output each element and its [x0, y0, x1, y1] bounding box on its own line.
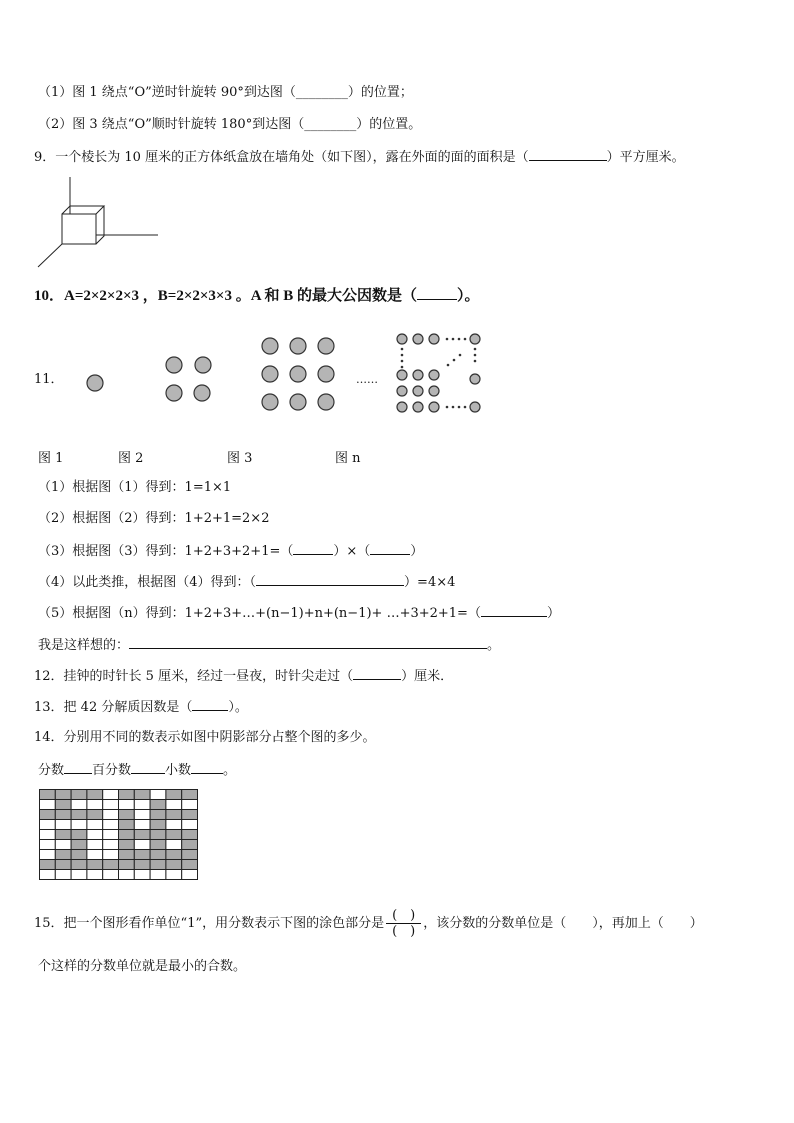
grid-cell	[134, 810, 150, 820]
grid-cell	[71, 820, 87, 830]
grid-cell	[182, 820, 198, 830]
fign-dot	[470, 374, 480, 384]
grid-cell	[87, 790, 103, 800]
grid-cell	[103, 830, 119, 840]
q14-answers: 分数 百分数 小数 。	[38, 763, 237, 778]
fign-dot	[397, 386, 407, 396]
fign-dot	[429, 370, 439, 380]
grid-cell	[87, 820, 103, 830]
fign-ellipsis-dot	[401, 360, 404, 363]
grid-cell	[103, 820, 119, 830]
q9-answer-blank[interactable]	[529, 148, 607, 161]
grid-cell	[87, 810, 103, 820]
grid-cell	[166, 840, 182, 850]
grid-cell	[166, 790, 182, 800]
fign-ellipsis-dot	[464, 338, 467, 341]
grid-cell	[55, 790, 71, 800]
grid-cell	[150, 860, 166, 870]
fign-dot	[429, 386, 439, 396]
grid-cell	[103, 870, 119, 880]
q11-sub3: （3）根据图（3）得到：1+2+3+2+1=（ ）×（ ）	[38, 544, 424, 559]
grid-cell	[87, 830, 103, 840]
grid-cell	[119, 820, 135, 830]
q11-sub3-blank1[interactable]	[293, 542, 333, 555]
q11-think: 我是这样想的： 。	[38, 638, 501, 653]
fign-ellipsis-dot	[458, 406, 461, 409]
grid-cell	[150, 820, 166, 830]
grid-cell	[87, 860, 103, 870]
grid-cell	[40, 830, 56, 840]
fign-ellipsis-dot	[446, 338, 449, 341]
q11-label-fig2: 图 2	[118, 451, 144, 466]
grid-cell	[71, 800, 87, 810]
q11-dot-figures	[0, 325, 794, 425]
q9-cube-corner-diagram	[30, 172, 170, 272]
fign-dot	[413, 402, 423, 412]
fign-dot	[470, 334, 480, 344]
grid-cell	[119, 830, 135, 840]
q11-sub4: （4）以此类推，根据图（4）得到：（ ）=4×4	[38, 575, 456, 590]
grid-cell	[166, 850, 182, 860]
grid-cell	[119, 790, 135, 800]
grid-cell	[87, 870, 103, 880]
fign-dot	[429, 334, 439, 344]
q9-text: 9．一个棱长为 10 厘米的正方体纸盒放在墙角处（如下图），露在外面的面的面积是（ ）平方厘米。	[34, 150, 685, 165]
grid-cell	[166, 870, 182, 880]
q14-text: 14．分别用不同的数表示如图中阴影部分占整个图的多少。	[34, 730, 376, 745]
q11-think-blank[interactable]	[129, 636, 487, 649]
fig1-dot	[87, 375, 103, 391]
fig3-dot	[290, 338, 306, 354]
grid-cell	[103, 810, 119, 820]
grid-cell	[182, 830, 198, 840]
grid-cell	[55, 820, 71, 830]
fig3-dot	[318, 366, 334, 382]
q14-percent-blank[interactable]	[131, 761, 165, 774]
fign-dot	[397, 370, 407, 380]
grid-cell	[134, 840, 150, 850]
grid-cell	[103, 800, 119, 810]
grid-cell	[134, 870, 150, 880]
fign-ellipsis-dot	[474, 360, 477, 363]
fign-dot	[429, 402, 439, 412]
grid-cell	[119, 870, 135, 880]
q8-sub2: （2）图 3 绕点“O”顺时针旋转 180°到达图（________）的位置。	[38, 117, 422, 132]
grid-cell	[182, 800, 198, 810]
grid-cell	[71, 810, 87, 820]
fig3-dot	[262, 394, 278, 410]
fign-ellipsis-dot	[474, 354, 477, 357]
fign-dot	[397, 334, 407, 344]
grid-cell	[103, 790, 119, 800]
grid-cell	[55, 800, 71, 810]
grid-cell	[166, 810, 182, 820]
grid-cell	[150, 840, 166, 850]
fign-ellipsis-dot	[452, 406, 455, 409]
q11-sub2: （2）根据图（2）得到：1+2+1=2×2	[38, 511, 270, 526]
q15-line2: 个这样的分数单位就是最小的合数。	[38, 959, 247, 974]
grid-cell	[71, 830, 87, 840]
grid-cell	[150, 830, 166, 840]
grid-cell	[134, 790, 150, 800]
q13-text: 13．把 42 分解质因数是（ ）。	[34, 700, 248, 715]
grid-cell	[55, 860, 71, 870]
grid-cell	[40, 810, 56, 820]
fign-ellipsis-dot	[401, 366, 404, 369]
grid-cell	[166, 830, 182, 840]
q11-sub3-blank2[interactable]	[370, 542, 410, 555]
grid-cell	[40, 850, 56, 860]
grid-cell	[134, 850, 150, 860]
grid-cell	[182, 870, 198, 880]
grid-cell	[55, 850, 71, 860]
fign-ellipsis-dot	[401, 348, 404, 351]
fign-ellipsis-dot	[446, 406, 449, 409]
grid-cell	[55, 840, 71, 850]
q13-answer-blank[interactable]	[192, 698, 228, 711]
grid-cell	[87, 800, 103, 810]
fig3-dot	[290, 366, 306, 382]
grid-cell	[150, 790, 166, 800]
fig3-dot	[290, 394, 306, 410]
fign-ellipsis-dot	[453, 359, 456, 362]
q11-label-fig1: 图 1	[38, 451, 64, 466]
fign-dot	[413, 370, 423, 380]
fig2-dot	[166, 385, 182, 401]
grid-cell	[119, 860, 135, 870]
grid-cell	[55, 830, 71, 840]
grid-cell	[103, 840, 119, 850]
grid-cell	[150, 810, 166, 820]
grid-cell	[71, 870, 87, 880]
grid-cell	[71, 860, 87, 870]
grid-cell	[182, 810, 198, 820]
grid-cell	[87, 840, 103, 850]
grid-cell	[182, 860, 198, 870]
fign-ellipsis-dot	[401, 354, 404, 357]
grid-cell	[166, 860, 182, 870]
grid-cell	[182, 850, 198, 860]
grid-cell	[40, 870, 56, 880]
fign-ellipsis-dot	[452, 338, 455, 341]
q14-decimal-blank[interactable]	[191, 761, 223, 774]
grid-cell	[134, 820, 150, 830]
q11-sub5-blank[interactable]	[481, 604, 547, 617]
grid-cell	[150, 850, 166, 860]
q12-answer-blank[interactable]	[353, 667, 401, 680]
grid-cell	[71, 790, 87, 800]
grid-cell	[134, 830, 150, 840]
fign-ellipsis-dot	[459, 354, 462, 357]
q14-shaded-grid	[39, 789, 199, 882]
q15-fraction-blank[interactable]: $\frac{( )}{( )}$	[386, 908, 421, 939]
q11-sub4-blank[interactable]	[256, 573, 404, 586]
q12-text: 12．挂钟的时针长 5 厘米，经过一昼夜，时针尖走过（ ）厘米．	[34, 669, 454, 684]
q11-ellipsis: ……	[356, 373, 378, 386]
q11-sub5: （5）根据图（n）得到：1+2+3+…+(n−1)+n+(n−1)+ …+3+2+1=（ ）	[38, 606, 560, 621]
grid-cell	[40, 820, 56, 830]
grid-cell	[87, 850, 103, 860]
grid-cell	[182, 840, 198, 850]
fig2-dot	[166, 357, 182, 373]
grid-cell	[40, 840, 56, 850]
grid-cell	[166, 800, 182, 810]
grid-cell	[71, 840, 87, 850]
fig3-dot	[262, 338, 278, 354]
grid-cell	[40, 800, 56, 810]
fign-dot	[470, 402, 480, 412]
q11-label-fign: 图 n	[335, 451, 361, 466]
fig3-dot	[318, 394, 334, 410]
grid-cell	[134, 800, 150, 810]
q11-label-fig3: 图 3	[227, 451, 253, 466]
grid-cell	[150, 800, 166, 810]
grid-cell	[182, 790, 198, 800]
fign-ellipsis-dot	[474, 348, 477, 351]
grid-cell	[71, 850, 87, 860]
q10-answer-blank[interactable]	[417, 286, 457, 300]
q10-text: 10．A=2×2×2×3 ，B=2×2×3×3 。A 和 B 的最大公因数是（ ）。	[34, 288, 480, 304]
fign-ellipsis-dot	[464, 406, 467, 409]
fig3-dot	[318, 338, 334, 354]
grid-cell	[119, 800, 135, 810]
fig3-dot	[262, 366, 278, 382]
fig2-dot	[195, 357, 211, 373]
q14-fraction-blank[interactable]	[64, 761, 92, 774]
grid-cell	[134, 860, 150, 870]
grid-cell	[166, 820, 182, 830]
fign-dot	[413, 334, 423, 344]
grid-cell	[40, 790, 56, 800]
grid-cell	[55, 870, 71, 880]
q15-text: 15．把一个图形看作单位“1”，用分数表示下图的涂色部分是 $\frac{( )}{( )}$ ，该分数的分数单位是（ ），再加上（ ）	[34, 908, 703, 939]
grid-cell	[150, 870, 166, 880]
q11-sub1: （1）根据图（1）得到：1=1×1	[38, 480, 232, 495]
q8-sub1: （1）图 1 绕点“O”逆时针旋转 90°到达图（________）的位置；	[38, 85, 413, 100]
grid-cell	[119, 810, 135, 820]
grid-cell	[119, 840, 135, 850]
grid-cell	[55, 810, 71, 820]
grid-cell	[103, 850, 119, 860]
fign-ellipsis-dot	[458, 338, 461, 341]
grid-cell	[103, 860, 119, 870]
fign-ellipsis-dot	[447, 364, 450, 367]
grid-cell	[40, 860, 56, 870]
fign-dot	[397, 402, 407, 412]
grid-cell	[119, 850, 135, 860]
q11-number: 11．	[34, 372, 64, 387]
fig2-dot	[194, 385, 210, 401]
fign-dot	[413, 386, 423, 396]
